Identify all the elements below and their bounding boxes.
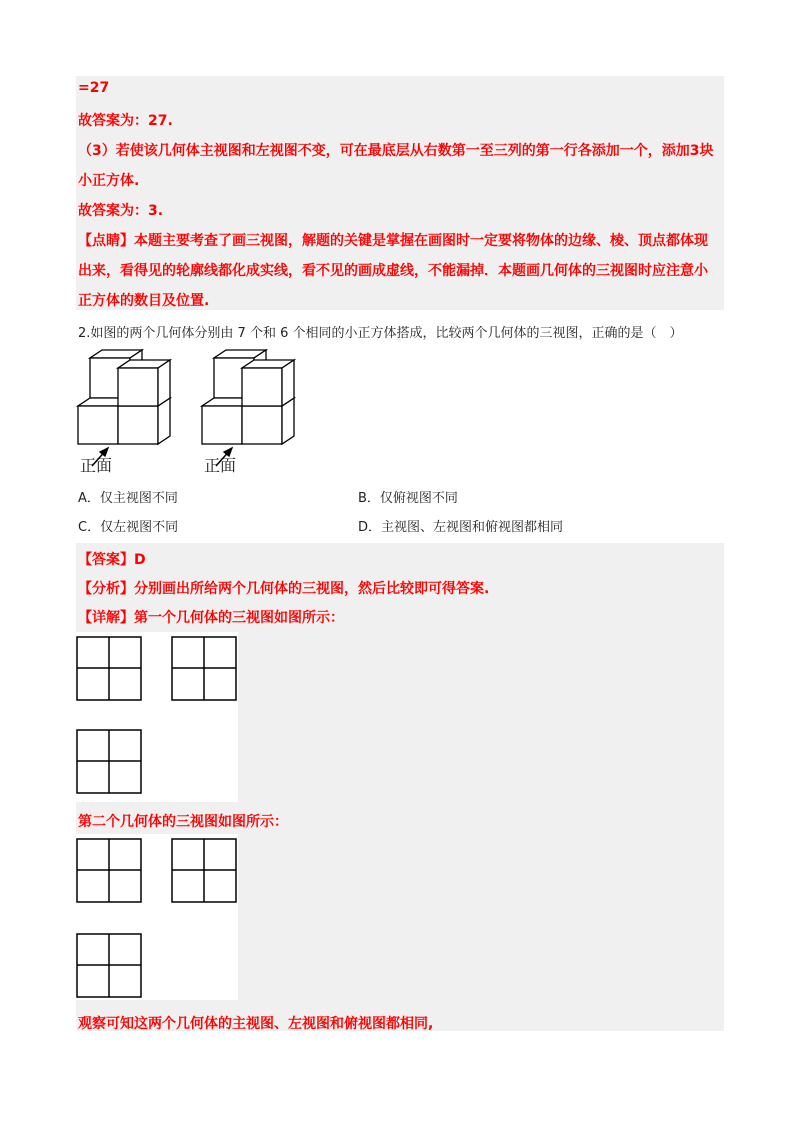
part3-line2: 小正方体.: [78, 173, 140, 189]
detail-label: 【详解】第一个几何体的三视图如图所示：: [78, 610, 344, 626]
option-a: A．仅主视图不同: [78, 491, 178, 506]
figure-2-label: 正面: [204, 456, 237, 475]
answer-label: 【答案】D: [78, 552, 146, 568]
comment-line3: 正方体的数目及位置.: [78, 293, 210, 309]
analysis-label: 【分析】分别画出所给两个几何体的三视图，然后比较即可得答案.: [78, 581, 490, 597]
second-geometry-label: 第二个几何体的三视图如图所示：: [78, 814, 288, 830]
views-figure-1: [76, 632, 238, 802]
equation-line: =27: [78, 80, 110, 96]
question-text: 2.如图的两个几何体分别由 7 个和 6 个相同的小正方体搭成，比较两个几何体的三视图，正确的是（ ）: [78, 326, 683, 341]
figure-1: [78, 350, 170, 466]
answer-27: 故答案为：27.: [78, 113, 173, 129]
figure-2: [202, 350, 294, 466]
conclusion-text: 观察可知这两个几何体的主视图、左视图和俯视图都相同,: [78, 1016, 434, 1032]
views-figure-2: [76, 834, 238, 1000]
answer-3: 故答案为：3.: [78, 203, 164, 219]
comment-line2: 出来，看得见的轮廓线都化成实线，看不见的画成虚线，不能漏掉．本题画几何体的三视图时应注意小: [78, 263, 708, 279]
part3-line1: （3）若使该几何体主视图和左视图不变，可在最底层从右数第一至三列的第一行各添加一个，添加3块: [78, 143, 714, 159]
option-b: B．仅俯视图不同: [358, 491, 458, 506]
option-c: C．仅左视图不同: [78, 520, 179, 535]
option-d: D．主视图、左视图和俯视图都相同: [358, 520, 564, 535]
figure-1-label: 正面: [80, 456, 113, 475]
comment-line1: 【点睛】本题主要考查了画三视图，解题的关键是掌握在画图时一定要将物体的边缘、棱、顶点都体现: [78, 233, 708, 249]
